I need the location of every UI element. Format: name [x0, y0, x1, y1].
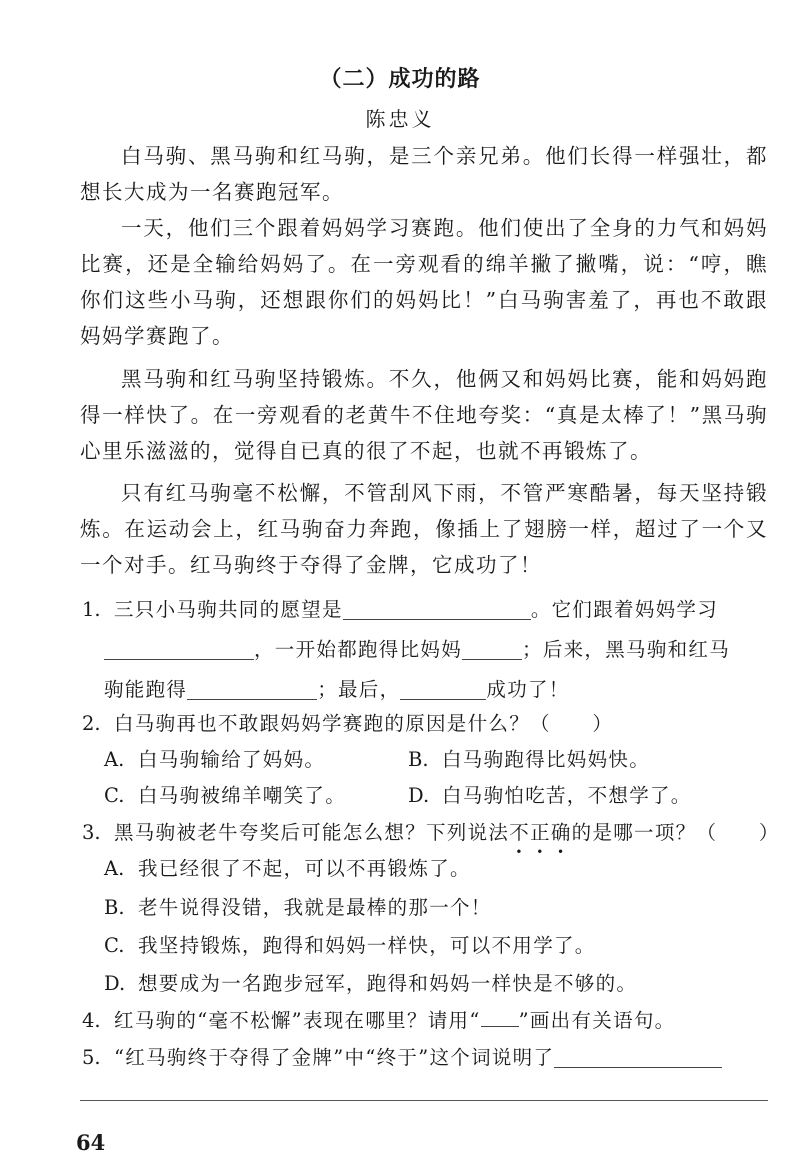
emphasis-char-2: 正	[530, 821, 551, 844]
question-2-option-b[interactable]: B. 白马驹跑得比妈妈快。	[408, 748, 651, 771]
question-1-blank-5[interactable]	[400, 677, 486, 700]
question-1-text-a: 三只小马驹共同的愿望是	[114, 598, 343, 621]
question-1-line-3	[104, 674, 570, 702]
question-2-option-d[interactable]: D. 白马驹怕吃苦，不想学了。	[408, 784, 692, 807]
question-4-text-b: ”画出有关语句。	[518, 1009, 676, 1032]
question-2-number: 2.	[82, 712, 101, 735]
question-1-text-g: 成功了！	[486, 678, 570, 701]
question-3-option-b[interactable]: B. 老牛说得没错，我就是最棒的那一个！	[104, 896, 492, 919]
question-3-option-c[interactable]: C. 我坚持锻炼，跑得和妈妈一样快，可以不用学了。	[104, 934, 596, 957]
question-1-line-1	[82, 594, 718, 622]
question-5-text: “红马驹终于夺得了金牌”中“终于”这个词说明了	[114, 1046, 555, 1069]
paragraph-1: 白马驹、黑马驹和红马驹，是三个亲兄弟。他们长得一样强壮，都想长大成为一名赛跑冠军。	[80, 144, 768, 204]
question-1-blank-3[interactable]	[462, 637, 522, 660]
question-1-text-d: ；后来，黑马驹和红马	[522, 638, 731, 661]
underline-sample	[481, 1010, 519, 1027]
question-1-number: 1.	[82, 598, 101, 621]
question-4-number: 4.	[82, 1009, 101, 1032]
question-4-text-a: 红马驹的“毫不松懈”表现在哪里？请用“	[114, 1009, 481, 1032]
question-1-text-b: 。它们跟着妈妈学习	[530, 598, 719, 621]
paragraph-4: 只有红马驹毫不松懈，不管刮风下雨，不管严寒酷暑，每天坚持锻炼。在运动会上，红马驹奋力奔跑，像插上了翅膀一样，超过了一个又一个对手。红马驹终于夺得了金牌，它成功了！	[80, 481, 768, 577]
question-2	[82, 708, 613, 736]
footer-divider	[80, 1100, 768, 1101]
question-1-text-e: 驹能跑得	[104, 678, 188, 701]
question-1-text-c: ，一开始都跑得比妈妈	[254, 638, 463, 661]
question-1-blank-1[interactable]	[343, 597, 531, 620]
question-2-text[interactable]: 白马驹再也不敢跟妈妈学赛跑的原因是什么？（ ）	[114, 712, 614, 735]
question-3-text-post[interactable]: 的是哪一项？（ ）	[571, 821, 780, 844]
paragraph-3: 黑马驹和红马驹坚持锻炼。不久，他俩又和妈妈比赛，能和妈妈跑得一样快了。在一旁观看的老黄牛不住地夸奖：“真是太棒了！”黑马驹心里乐滋滋的，觉得自已真的很了不起，也就不再锻炼了。	[80, 367, 768, 463]
question-3-text-pre: 黑马驹被老牛夸奖后可能怎么想？下列说法	[114, 821, 510, 844]
question-3-option-a[interactable]: A. 我已经很了不起，可以不再锻炼了。	[104, 857, 471, 880]
question-4	[82, 1005, 675, 1033]
author-name: 陈忠义	[365, 107, 435, 131]
paragraph-2: 一天，他们三个跟着妈妈学习赛跑。他们使出了全身的力气和妈妈比赛，还是全输给妈妈了。在一旁观看的绵羊撇了撇嘴，说：“哼，瞧你们这些小马驹，还想跟你们的妈妈比！”白马驹害羞了，再也不敢跟妈妈学赛跑了。	[80, 216, 768, 348]
question-2-option-a[interactable]: A. 白马驹输给了妈妈。	[104, 748, 326, 771]
question-5-number: 5.	[82, 1046, 101, 1069]
question-1-line-2	[104, 634, 730, 662]
question-3-option-d[interactable]: D. 想要成为一名跑步冠军，跑得和妈妈一样快是不够的。	[104, 972, 638, 995]
question-5	[82, 1042, 722, 1070]
question-3	[82, 817, 780, 845]
question-5-blank[interactable]	[554, 1045, 722, 1068]
page-title: （二）成功的路	[319, 67, 481, 92]
question-1-text-f: ；最后，	[317, 678, 401, 701]
question-2-option-c[interactable]: C. 白马驹被绵羊嘲笑了。	[104, 784, 347, 807]
page-number: 64	[76, 1130, 106, 1155]
emphasis-char-1: 不	[509, 821, 531, 844]
question-1-blank-4[interactable]	[187, 677, 317, 700]
question-3-number: 3.	[82, 821, 101, 844]
question-1-blank-2[interactable]	[104, 637, 254, 660]
emphasis-char-3: 确	[550, 821, 572, 844]
